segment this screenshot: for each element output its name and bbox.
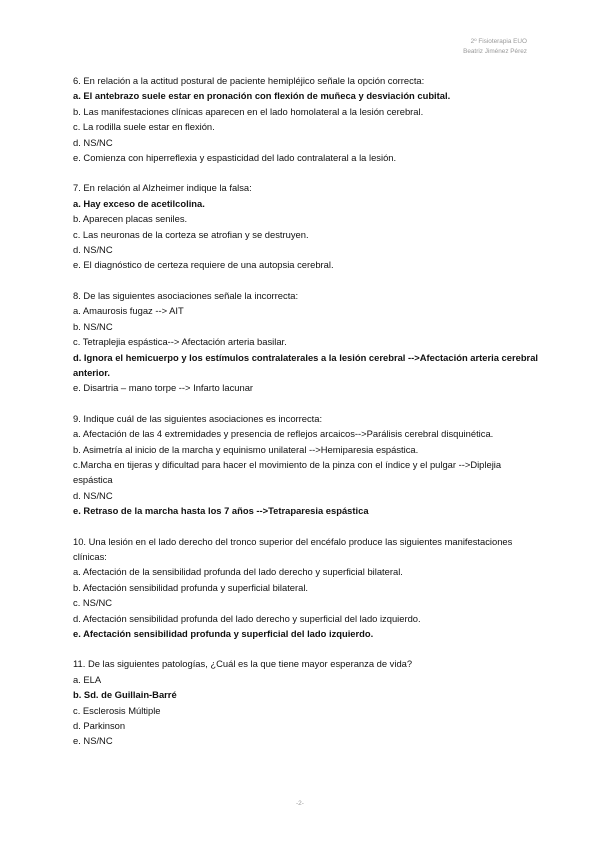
answer-option: b. Aparecen placas seniles. [73, 213, 188, 225]
answer-option: a. Afectación de la sensibilidad profunda del lado derecho y superficial bilateral. [73, 566, 403, 578]
answer-option: c. Tetraplejia espástica--> Afectación arteria basilar. [73, 336, 287, 348]
question-block [73, 288, 543, 396]
question-block [73, 73, 543, 165]
answer-option-correct: d. Ignora el hemicuerpo y los estímulos contralaterales a la lesión cerebral -->Afectación arteria cerebral anterior. [73, 351, 539, 378]
answer-option: c. La rodilla suele estar en flexión. [73, 121, 215, 133]
question-list [73, 73, 543, 764]
answer-option: b. NS/NC [73, 320, 113, 332]
answer-option-correct: b. Sd. de Guillain-Barré [73, 689, 177, 701]
question-block [73, 180, 543, 272]
answer-option: e. Comienza con hiperreflexia y espasticidad del lado contralateral a la lesión. [73, 152, 397, 164]
question-block [73, 656, 543, 748]
answer-option: a. Amaurosis fugaz --> AIT [73, 305, 184, 317]
page-number: -2- [296, 800, 304, 807]
answer-option: d. Parkinson [73, 720, 126, 732]
answer-option: e. Disartria – mano torpe --> Infarto lacunar [73, 382, 254, 394]
answer-option: c. Las neuronas de la corteza se atrofian y se destruyen. [73, 228, 309, 240]
answer-option: b. Las manifestaciones clínicas aparecen en el lado homolateral a la lesión cerebral. [73, 105, 424, 117]
page-header [463, 37, 527, 57]
answer-option: c. NS/NC [73, 597, 113, 609]
answer-option: a. Afectación de las 4 extremidades y presencia de reflejos arcaicos-->Parálisis cerebral disquinética. [73, 428, 494, 440]
answer-option: d. NS/NC [73, 244, 113, 256]
answer-option: e. NS/NC [73, 735, 113, 747]
question-title: 10. Una lesión en el lado derecho del tronco superior del encéfalo produce las siguientes manifestaciones clínicas: [73, 535, 513, 562]
answer-option: a. ELA [73, 673, 102, 685]
question-title: 9. Indique cuál de las siguientes asociaciones es incorrecta: [73, 412, 323, 424]
answer-option: d. NS/NC [73, 489, 113, 501]
answer-option-correct: a. El antebrazo suele estar en pronación con flexión de muñeca y desviación cubital. [73, 90, 451, 102]
answer-option: e. El diagnóstico de certeza requiere de una autopsia cerebral. [73, 259, 334, 271]
header-course: 2º Fisioterapia EUO [470, 38, 527, 45]
question-block [73, 411, 543, 519]
answer-option: b. Asimetría al inicio de la marcha y equinismo unilateral -->Hemiparesia espástica. [73, 443, 419, 455]
question-title: 8. De las siguientes asociaciones señale la incorrecta: [73, 289, 299, 301]
answer-option: c. Esclerosis Múltiple [73, 704, 161, 716]
question-block [73, 534, 543, 642]
answer-option-correct: e. Afectación sensibilidad profunda y superficial del lado izquierdo. [73, 628, 374, 639]
answer-option: d. Afectación sensibilidad profunda del lado derecho y superficial del lado izquierdo. [73, 612, 421, 624]
header-author: Beatriz Jiménez Pérez [463, 48, 527, 55]
answer-option: b. Afectación sensibilidad profunda y superficial bilateral. [73, 581, 309, 593]
answer-option: c.Marcha en tijeras y dificultad para hacer el movimiento de la pinza con el índice y el pulgar -->Diplejia espástica [73, 458, 502, 486]
answer-option-correct: e. Retraso de la marcha hasta los 7 años -->Tetraparesia espástica [73, 505, 369, 517]
question-title: 11. De las siguientes patologías, ¿Cuál es la que tiene mayor esperanza de vida? [73, 658, 413, 670]
question-title: 6. En relación a la actitud postural de paciente hemipléjico señale la opción correcta: [73, 75, 425, 86]
question-title: 7. En relación al Alzheimer indique la falsa: [73, 182, 252, 194]
answer-option: d. NS/NC [73, 136, 113, 148]
answer-option-correct: a. Hay exceso de acetilcolina. [73, 197, 205, 209]
